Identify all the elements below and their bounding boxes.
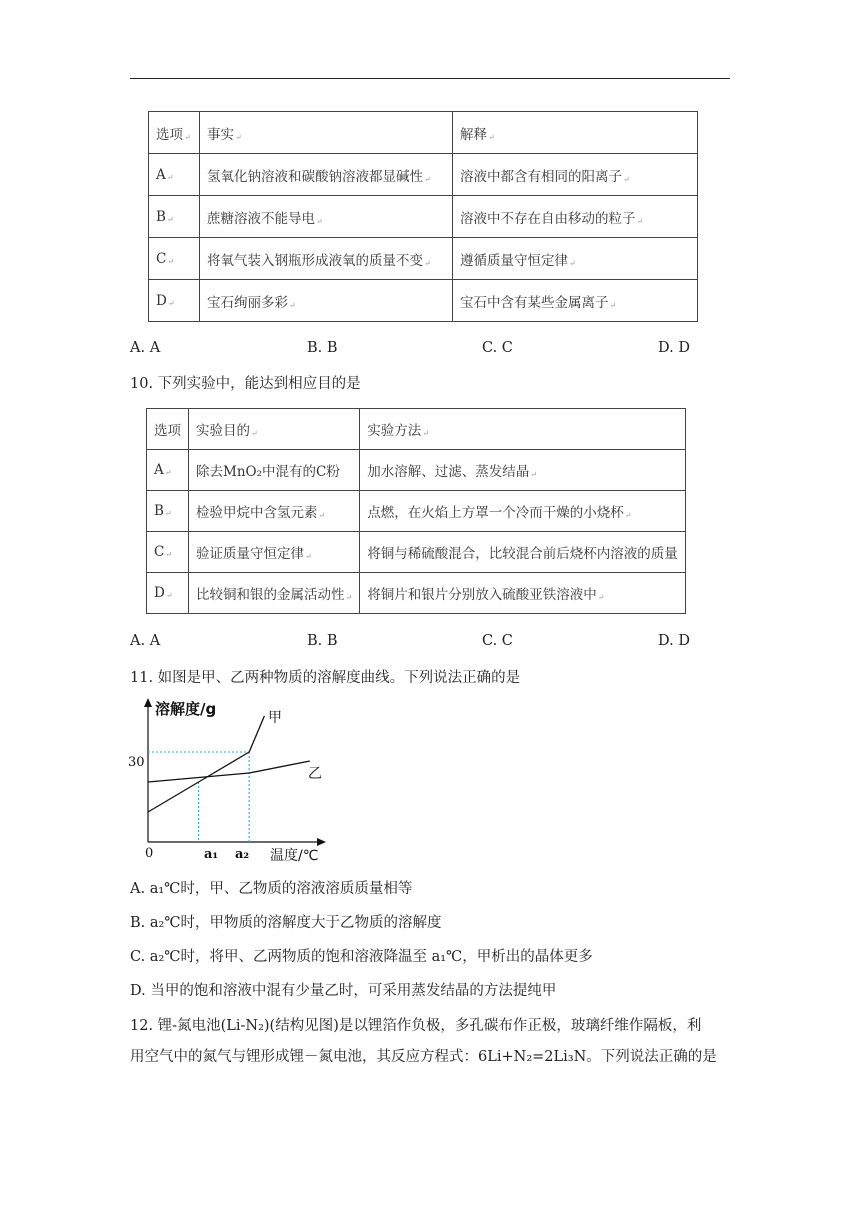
q10-cell: B	[154, 503, 164, 519]
y-tick-label: 30	[128, 755, 145, 770]
q9-cell: 溶液中不存在自由移动的粒子	[460, 210, 636, 227]
q9-choice-d[interactable]: D. D	[658, 340, 690, 356]
q9-choice-b[interactable]: B. B	[307, 340, 338, 356]
table-row: 选项 实验目的↵ 实验方法↵	[147, 409, 686, 450]
q10-cell: 比较铜和银的金属活动性	[196, 587, 345, 603]
header-rule	[130, 78, 730, 79]
q11-stem: 11. 如图是甲、乙两种物质的溶解度曲线。下列说法正确的是	[130, 670, 521, 686]
q12-line-2: 用空气中的氮气与锂形成锂－氮电池，其反应方程式：6Li+N₂=2Li₃N。下列说法正确的是	[130, 1049, 717, 1065]
q10-cell: 加水溶解、过滤、蒸发结晶	[367, 464, 530, 480]
q9-table	[148, 111, 698, 322]
q10-header-goal: 实验目的	[196, 423, 250, 439]
series-label: 乙	[308, 766, 322, 782]
q9-cell: D	[156, 292, 167, 309]
q10-cell: C	[154, 544, 165, 560]
solubility-chart	[128, 692, 340, 868]
x-axis-label: 温度/℃	[270, 848, 319, 864]
q10-table	[146, 408, 686, 614]
q10-choice-d[interactable]: D. D	[658, 633, 690, 649]
table-row: D↵ 比较铜和银的金属活动性↵ 将铜片和银片分别放入硫酸亚铁溶液中↵	[147, 573, 686, 614]
x-axis-arrow-icon	[317, 838, 326, 846]
q9-cell: A	[156, 166, 166, 183]
origin-label: 0	[145, 846, 154, 861]
table-row: C↵ 验证质量守恒定律↵ 将铜与稀硫酸混合，比较混合前后烧杯内溶液的质量	[147, 532, 686, 573]
series-line-jia	[148, 716, 264, 812]
table-row: A↵ 氢氧化钠溶液和碳酸钠溶液都显碱性↵ 溶液中都含有相同的阳离子↵	[149, 154, 698, 196]
q9-header-fact: 事实	[207, 126, 234, 143]
q9-header-explain: 解释	[460, 126, 487, 143]
q10-header-option: 选项	[154, 423, 181, 439]
series-label: 甲	[268, 710, 282, 726]
table-row: B↵ 检验甲烷中含氢元素↵ 点燃，在火焰上方罩一个冷而干燥的小烧杯↵	[147, 491, 686, 532]
q10-cell: D	[154, 585, 165, 601]
q10-choice-a[interactable]: A. A	[130, 633, 161, 649]
q10-choice-c[interactable]: C. C	[482, 633, 513, 649]
q10-choice-b[interactable]: B. B	[307, 633, 338, 649]
q9-cell: B	[156, 208, 166, 225]
table-row: A↵ 除去MnO₂中混有的C粉 加水溶解、过滤、蒸发结晶↵	[147, 450, 686, 491]
table-row: 选项↵ 事实↵ 解释↵	[149, 112, 698, 154]
x-tick-label: a₁	[204, 847, 219, 862]
q9-cell: 蔗糖溶液不能导电	[207, 210, 315, 227]
q9-header-option: 选项	[156, 126, 183, 143]
q11-option-d[interactable]: D. 当甲的饱和溶液中混有少量乙时，可采用蒸发结晶的方法提纯甲	[130, 983, 557, 999]
q10-cell: 验证质量守恒定律	[196, 546, 304, 562]
q10-cell: 将铜与稀硫酸混合，比较混合前后烧杯内溶液的质量	[367, 546, 678, 562]
q9-cell: 宝石中含有某些金属离子	[460, 294, 609, 311]
q9-cell: 氢氧化钠溶液和碳酸钠溶液都显碱性	[207, 168, 423, 185]
q10-cell: 检验甲烷中含氢元素	[196, 505, 318, 521]
q10-cell: 将铜片和银片分别放入硫酸亚铁溶液中	[367, 587, 597, 603]
q9-choice-c[interactable]: C. C	[482, 340, 513, 356]
table-row: B↵ 蔗糖溶液不能导电↵ 溶液中不存在自由移动的粒子↵	[149, 196, 698, 238]
q9-cell: 遵循质量守恒定律	[460, 252, 568, 269]
q9-cell: 宝石绚丽多彩	[207, 294, 288, 311]
q10-cell: 除去MnO₂中混有的C粉	[196, 464, 340, 480]
table-row: D↵ 宝石绚丽多彩↵ 宝石中含有某些金属离子↵	[149, 280, 698, 322]
q9-cell: C	[156, 250, 167, 267]
y-axis-arrow-icon	[144, 698, 152, 707]
q9-cell: 将氧气装入钢瓶形成液氧的质量不变	[207, 252, 423, 269]
q9-cell: 溶液中都含有相同的阳离子	[460, 168, 622, 185]
q10-stem: 10. 下列实验中，能达到相应目的是	[130, 376, 361, 392]
q12-line-1: 12. 锂-氮电池(Li-N₂)(结构见图)是以锂箔作负极，多孔碳布作正极，玻璃纤维作隔板，利	[130, 1018, 702, 1034]
q11-option-c[interactable]: C. a₂℃时，将甲、乙两物质的饱和溶液降温至 a₁℃，甲析出的晶体更多	[130, 949, 593, 965]
q10-cell: A	[154, 462, 164, 478]
table-row: C↵ 将氧气装入钢瓶形成液氧的质量不变↵ 遵循质量守恒定律↵	[149, 238, 698, 280]
q11-option-b[interactable]: B. a₂℃时，甲物质的溶解度大于乙物质的溶解度	[130, 915, 442, 931]
q9-choice-a[interactable]: A. A	[130, 340, 161, 356]
q10-header-method: 实验方法	[367, 423, 422, 439]
y-axis-label: 溶解度/g	[155, 700, 217, 718]
q10-cell: 点燃，在火焰上方罩一个冷而干燥的小烧杯	[367, 505, 624, 521]
q11-option-a[interactable]: A. a₁℃时，甲、乙物质的溶液溶质质量相等	[130, 881, 413, 897]
x-tick-label: a₂	[235, 847, 250, 862]
